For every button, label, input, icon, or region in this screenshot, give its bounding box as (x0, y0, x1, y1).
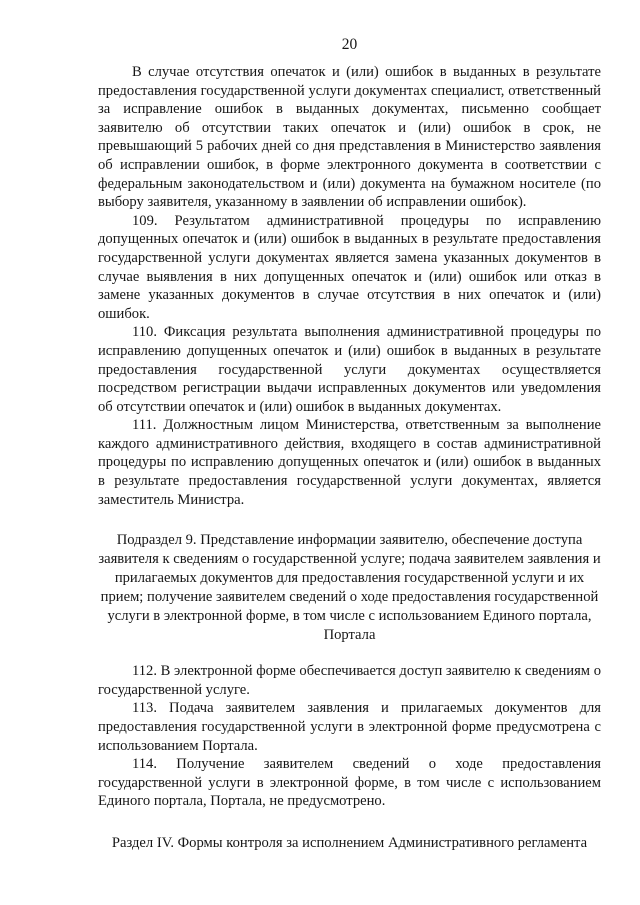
paragraph-110: 110. Фиксация результата выполнения административной процедуры по исправлению допущенных опечаток и (или) ошибок в выданных в результате предоставления государственной услуги документах осуществляется посредством регистрации выдачи исправленных документов или уведомления об отсутствии опечаток и (или) ошибок в выданных документах. (98, 324, 601, 415)
document-page (98, 36, 601, 853)
page-number: 20 (341, 36, 358, 53)
paragraph-113: 113. Подача заявителем заявления и прилагаемых документов для предоставления государственной услуги в электронной форме предусмотрена с использованием Портала. (98, 700, 601, 754)
section-title: Раздел IV. Формы контроля за исполнением Административного регламента (111, 835, 588, 851)
subsection-title: Подраздел 9. Представление информации заявителю, обеспечение доступа заявителя к сведениям о государственной услуге; подача заявителем заявления и прилагаемых документов для предоставления государственной услуги и их прием; получение заявителем сведений о ходе предоставления государственной услуги в электронной форме, в том числе с использованием Единого портала, Портала (98, 532, 601, 644)
paragraph-109: 109. Результатом административной процедуры по исправлению допущенных опечаток и (или) ошибок в выданных в результате предоставления государственной услуги документах является замена указанных документов в случае выявления в них допущенных опечаток и (или) ошибок или отказ в замене указанных документов в случае отсутствия в них опечаток и (или) ошибок. (98, 212, 601, 322)
paragraph-111: 111. Должностным лицом Министерства, ответственным за выполнение каждого административного действия, входящего в состав административной процедуры по исправлению допущенных опечаток и (или) ошибок в выданных в результате предоставления государственной услуги документах, является заместитель Министра. (98, 417, 601, 508)
paragraph-112: 112. В электронной форме обеспечивается доступ заявителю к сведениям о государственной услуге. (98, 663, 601, 698)
paragraph-114: 114. Получение заявителем сведений о ходе предоставления государственной услуги в электронной форме, в том числе с использованием Единого портала, Портала, не предусмотрено. (98, 756, 601, 810)
paragraph-no-errors-notice: В случае отсутствия опечаток и (или) ошибок в выданных в результате предоставления государственной услуги документах специалист, ответственный за исправление ошибок в выданных документах, письменно сообщает заявителю об отсутствии таких опечаток и (или) ошибок в срок, не превышающий 5 рабочих дней со дня представления в Министерство заявления об исправлении ошибок, в форме электронного документа в соответствии с федеральным законодательством и (или) документа на бумажном носителе (по выбору заявителя, указанному в заявлении об исправлении ошибок). (98, 64, 601, 211)
